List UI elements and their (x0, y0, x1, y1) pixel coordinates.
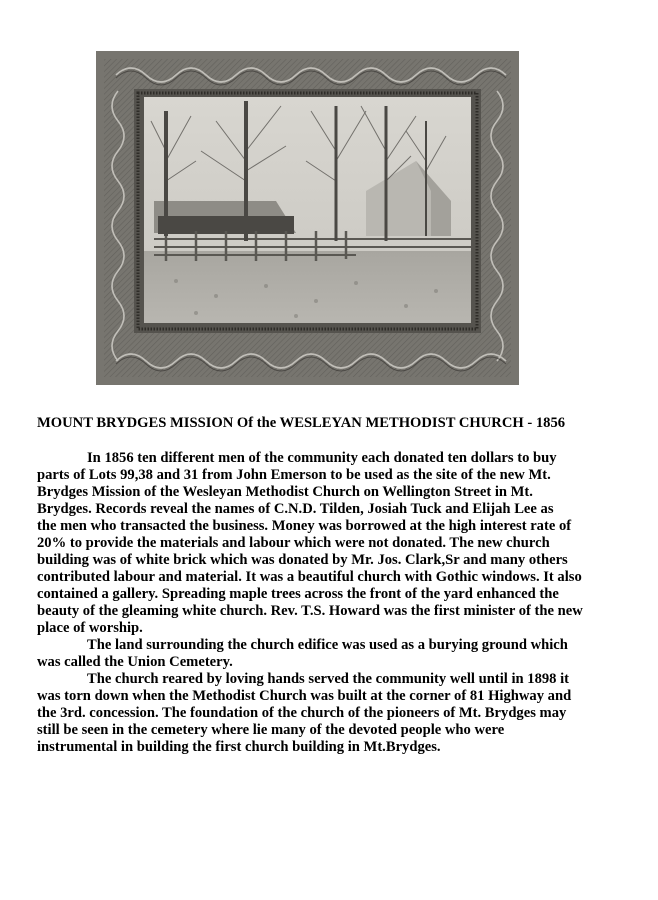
text-line: instrumental in building the first church building in Mt.Brydges. (37, 739, 441, 755)
text-line: 20% to provide the materials and labour which were not donated. The new church (37, 535, 550, 551)
text-line: place of worship. (37, 620, 143, 636)
text-line: Brydges. Records reveal the names of C.N.D. Tilden, Josiah Tuck and Elijah Lee as (37, 501, 554, 517)
document-body (37, 450, 637, 756)
text-line: building was of white brick which was donated by Mr. Jos. Clark,Sr and many others (37, 552, 568, 568)
text-line: the men who transacted the business. Money was borrowed at the high interest rate of (37, 518, 572, 534)
text-line: still be seen in the cemetery where lie many of the devoted people who were (37, 722, 505, 738)
text-line: The church reared by loving hands served the community well until in 1898 it (87, 671, 570, 687)
text-line: In 1856 ten different men of the community each donated ten dollars to buy (87, 450, 557, 466)
framed-photograph-icon (96, 51, 519, 385)
text-line: was called the Union Cemetery. (37, 654, 233, 670)
text-line: contributed labour and material. It was a beautiful church with Gothic windows. It also (37, 569, 582, 585)
text-line: the 3rd. concession. The foundation of the church of the pioneers of Mt. Brydges may (37, 705, 567, 721)
text-line: contained a gallery. Spreading maple trees across the front of the yard enhanced the (37, 586, 559, 602)
document-title: MOUNT BRYDGES MISSION Of the WESLEYAN METHODIST CHURCH - 1856 (37, 415, 566, 431)
paragraph-2 (37, 637, 637, 671)
framed-church-photograph (96, 51, 519, 385)
text-line: The land surrounding the church edifice was used as a burying ground which (87, 637, 568, 653)
text-line: was torn down when the Methodist Church was built at the corner of 81 Highway and (37, 688, 572, 704)
text-line: Brydges Mission of the Wesleyan Methodist Church on Wellington Street in Mt. (37, 484, 533, 500)
text-line: parts of Lots 99,38 and 31 from John Emerson to be used as the site of the new Mt. (37, 467, 551, 483)
text-line: beauty of the gleaming white church. Rev. T.S. Howard was the first minister of the new (37, 603, 583, 619)
paragraph-3 (37, 671, 637, 756)
paragraph-1 (37, 450, 637, 637)
